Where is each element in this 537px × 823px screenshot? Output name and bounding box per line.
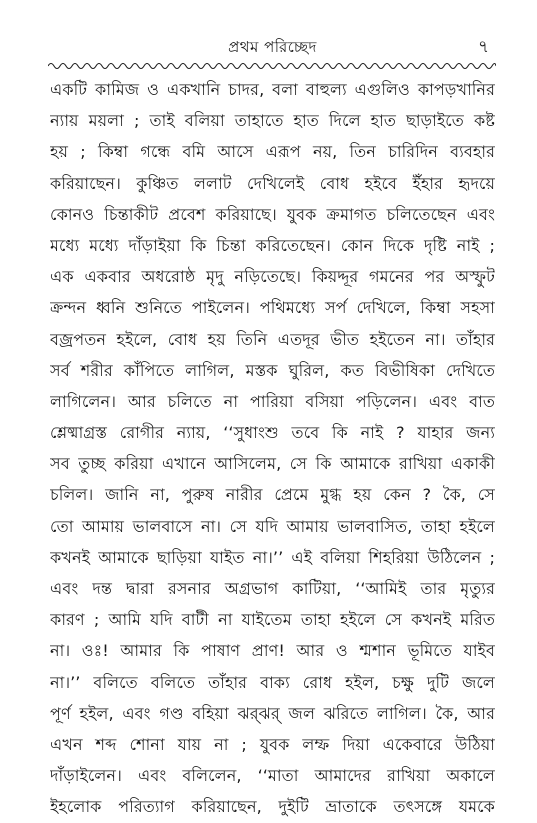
text-line-2: ন্যায় ময়লা ; তাই বলিয়া তাহাতে হাত দিলে হাত ছাড়াইতে কষ্ট xyxy=(50,111,495,131)
wavy-rule-ornament xyxy=(48,60,496,72)
text-line-16: কখনই আমাকে ছাড়িয়া যাইত না।’’ এই বলিয়া শিহরিয়া উঠিলেন ; xyxy=(50,547,495,567)
text-line-21: পূর্ণ হইল, এবং গণ্ড বহিয়া ঝর্‌ঝর্‌ জল ঝরিতে লাগিল। কৈ, আর xyxy=(50,703,495,723)
text-line-13: সব তুচ্ছ করিয়া এখানে আসিলেম, সে কি আমাকে রাখিয়া একাকী xyxy=(50,454,495,474)
text-line-15: তো আমায় ভালবাসে না। সে যদি আমায় ভালবাসিত, তাহা হইলে xyxy=(50,516,495,536)
text-line-5: কোনও চিন্তাকীট প্রবেশ করিয়াছে। যুবক ক্রমাগত চলিতেছেন এবং xyxy=(50,204,495,224)
text-line-7: এক একবার অধরোষ্ঠ মৃদু নড়িতেছে। কিয়দ্দূর গমনের পর অস্ফুট xyxy=(50,267,495,287)
text-line-1: একটি কামিজ ও একখানি চাদর, বলা বাহুল্য এগুলিও কাপড়খানির xyxy=(50,80,495,99)
text-line-10: সর্ব শরীর কাঁপিতে লাগিল, মস্তক ঘুরিল, কত বিভীষিকা দেখিতে xyxy=(50,360,495,380)
text-line-20: না।’’ বলিতে বলিতে তাঁহার বাক্য রোধ হইল, চক্ষু দুটি জলে xyxy=(50,672,495,692)
text-line-18: কারণ ; আমি যদি বাটী না যাইতেম তাহা হইলে সে কখনই মরিত xyxy=(50,610,495,630)
page-header xyxy=(50,36,495,60)
running-head: প্রথম পরিচ্ছেদ xyxy=(228,38,317,56)
text-line-6: মধ্যে মধ্যে দাঁড়াইয়া কি চিন্তা করিতেছেন। কোন দিকে দৃষ্টি নাই ; xyxy=(50,235,495,255)
body-text xyxy=(50,74,495,823)
text-line-24: ইহলোক পরিত্যাগ করিয়াছেন, দুইটি ভ্রাতাকে তৎসঙ্গে যমকে xyxy=(50,797,495,817)
text-line-14: চলিল। জানি না, পুরুষ নারীর প্রেমে মুগ্ধ হয় কেন ? কৈ, সে xyxy=(50,485,495,505)
page-number: ৭ xyxy=(477,37,489,57)
text-line-9: বজ্রপতন হইলে, বোধ হয় তিনি এতদূর ভীত হইতেন না। তাঁহার xyxy=(50,329,495,349)
text-line-19: না। ওঃ! আমার কি পাষাণ প্রাণ! আর ও শ্মশান ভূমিতে যাইব xyxy=(50,641,495,661)
text-line-8: ক্রন্দন ধ্বনি শুনিতে পাইলেন। পথিমধ্যে সর্প দেখিলে, কিম্বা সহসা xyxy=(50,298,495,318)
text-line-17: এবং দন্ত দ্বারা রসনার অগ্রভাগ কাটিয়া, ‘‘আমিই তার মৃত্যুর xyxy=(50,579,495,598)
text-line-4: করিয়াছেন। কুঞ্চিত ললাট দেখিলেই বোধ হইবে ইঁহার হৃদয়ে xyxy=(50,173,495,193)
text-line-12: শ্লেষ্মাগ্রস্ত রোগীর ন্যায়, ‘‘সুধাংশু তবে কি নাই ? যাহার জন্য xyxy=(50,423,495,443)
text-line-3: হয় ; কিম্বা গন্ধে বমি আসে এরূপ নয়, তিন চারিদিন ব্যবহার xyxy=(50,142,495,162)
text-line-23: দাঁড়াইলেন। এবং বলিলেন, ‘‘মাতা আমাদের রাখিয়া অকালে xyxy=(50,766,495,786)
text-line-22: এখন শব্দ শোনা যায় না ; যুবক লম্ফ দিয়া একেবারে উঠিয়া xyxy=(50,734,495,754)
text-line-11: লাগিলেন। আর চলিতে না পারিয়া বসিয়া পড়িলেন। এবং বাত xyxy=(50,391,495,411)
